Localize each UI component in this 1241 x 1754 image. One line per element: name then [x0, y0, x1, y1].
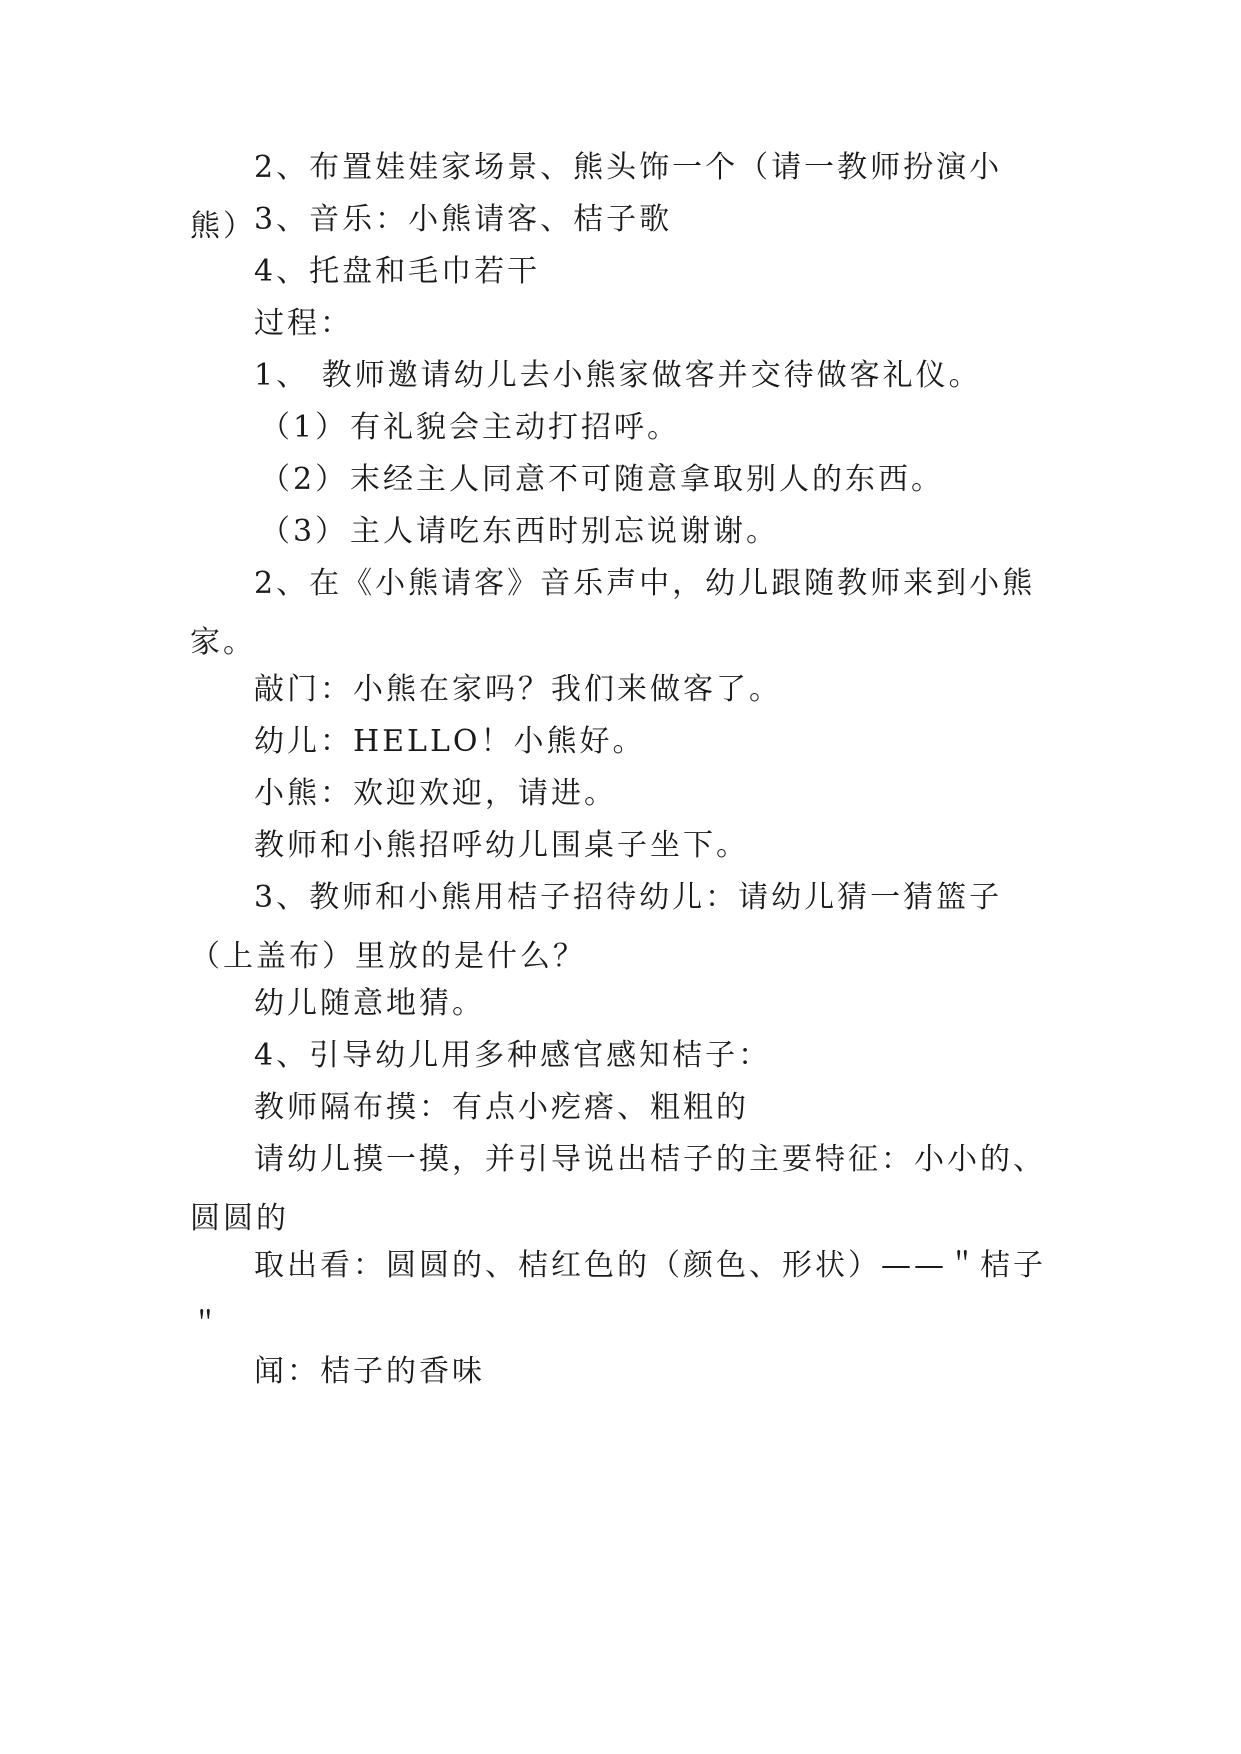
paragraph-sit-down: 教师和小熊招呼幼儿围桌子坐下。: [254, 828, 749, 863]
item-text: 有礼貌会主动打招呼。: [350, 410, 680, 445]
paragraph-touch-through-cloth: 教师隔布摸：有点小疙瘩、粗粗的: [254, 1090, 749, 1125]
paragraph-knock: 敲门：小熊在家吗？我们来做客了。: [254, 672, 782, 707]
paragraph-step-4: 4、引导幼儿用多种感官感知桔子：: [254, 1038, 772, 1073]
paragraph-children-greet: 幼儿：HELLO！小熊好。: [254, 724, 646, 759]
paragraph-look: 取出看：圆圆的、桔红色的（颜色、形状）——＂桔子＂: [190, 1248, 1046, 1342]
item-number: （3）: [260, 514, 349, 549]
item-text: 末经主人同意不可随意拿取别人的东西。: [350, 462, 944, 497]
paragraph-process-heading: 过程：: [254, 306, 353, 341]
paragraph-touch-features: 请幼儿摸一摸，并引导说出桔子的主要特征：小小的、圆圆的: [190, 1142, 1046, 1236]
item-text: 主人请吃东西时别忘说谢谢。: [350, 514, 779, 549]
paragraph-etiquette-3: [190, 502, 1120, 561]
paragraph-materials-4: 4、托盘和毛巾若干: [254, 254, 541, 289]
item-number: （2）: [260, 462, 349, 497]
item-number: （1）: [260, 410, 349, 445]
paragraph-bear-welcome: 小熊：欢迎欢迎，请进。: [254, 776, 617, 811]
paragraph-etiquette-2: [190, 450, 1120, 509]
paragraph-guess: 幼儿随意地猜。: [254, 986, 485, 1021]
paragraph-smell: 闻：桔子的香味: [254, 1354, 485, 1389]
paragraph-step-1: 1、 教师邀请幼儿去小熊家做客并交待做客礼仪。: [254, 358, 982, 393]
paragraph-step-2: 2、在《小熊请客》音乐声中，幼儿跟随教师来到小熊家。: [190, 566, 1036, 660]
paragraph-etiquette-1: [190, 398, 1120, 457]
paragraph-step-3: 3、教师和小熊用桔子招待幼儿：请幼儿猜一猜篮子（上盖布）里放的是什么？: [190, 880, 1003, 974]
paragraph-materials-2: 2、布置娃娃家场景、熊头饰一个（请一教师扮演小熊）: [190, 150, 1003, 244]
paragraph-materials-3: 3、音乐：小熊请客、桔子歌: [254, 202, 673, 237]
